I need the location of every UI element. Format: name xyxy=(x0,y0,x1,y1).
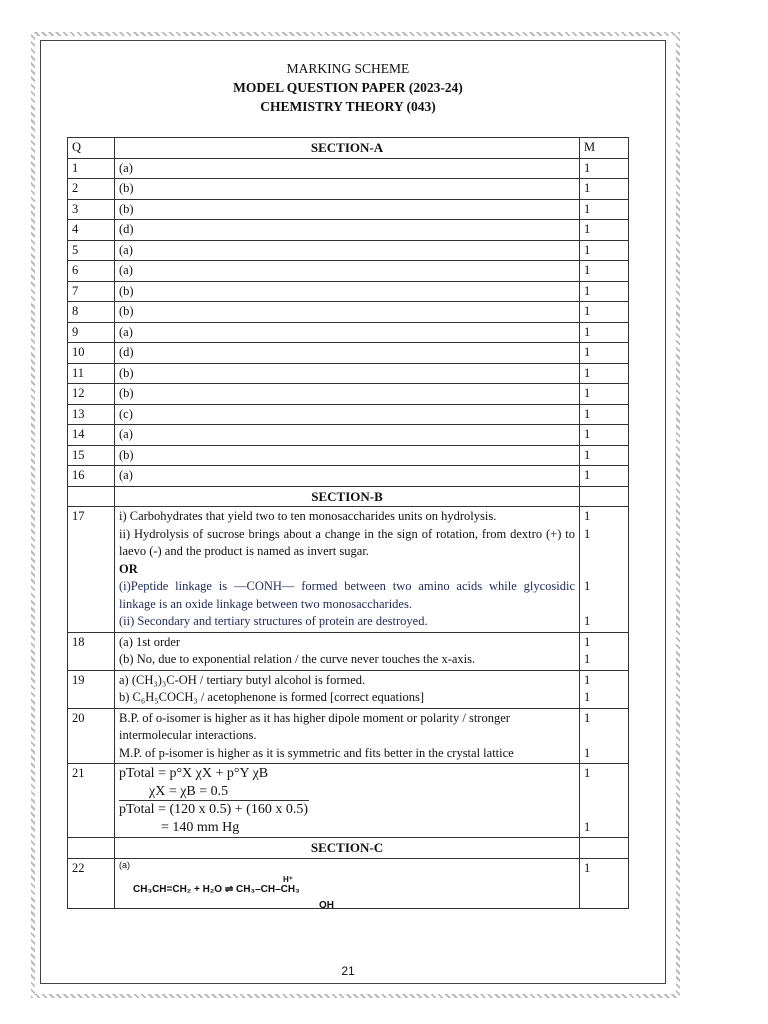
answer-cell: (c) xyxy=(115,404,580,425)
answer-line: M.P. of p-isomer is higher as it is symmetric and fits better in the crystal lattice xyxy=(119,745,514,760)
table-row xyxy=(68,322,629,343)
table-row xyxy=(68,363,629,384)
q-number: 13 xyxy=(68,404,115,425)
answer-cell: (b) xyxy=(115,384,580,405)
table-row xyxy=(68,466,629,487)
answer-cell xyxy=(115,708,580,764)
marks-cell xyxy=(580,764,629,838)
section-a-rows xyxy=(68,158,629,486)
q-number: 6 xyxy=(68,261,115,282)
table-row xyxy=(68,240,629,261)
marks-cell xyxy=(580,632,629,670)
section-a-heading: SECTION-A xyxy=(115,138,580,159)
mark: 1 xyxy=(584,766,591,780)
q-number: 1 xyxy=(68,158,115,179)
section-c-heading: SECTION-C xyxy=(115,838,580,859)
q-number: 11 xyxy=(68,363,115,384)
marks-cell: 1 xyxy=(580,425,629,446)
marking-table xyxy=(67,137,629,909)
table-row xyxy=(68,384,629,405)
q-number: 18 xyxy=(68,632,115,670)
mark: 1 xyxy=(584,710,591,725)
answer-line: (i)Peptide linkage is —CONH— formed between two amino acids while glycosidic linkage is an oxide linkage between two monosaccharides. xyxy=(119,579,575,611)
mark: 1 xyxy=(584,672,591,687)
answer-cell: (a) xyxy=(115,466,580,487)
formula-line: pTotal = p°X χX + p°Y χB xyxy=(119,766,269,781)
q-number: 20 xyxy=(68,708,115,764)
marks-cell: 1 xyxy=(580,466,629,487)
table-row xyxy=(68,404,629,425)
marks-cell: 1 xyxy=(580,404,629,425)
answer-line: B.P. of o-isomer is higher as it has higher dipole moment or polarity / stronger intermolecular interactions. xyxy=(119,710,510,742)
answer-cell: (b) xyxy=(115,445,580,466)
page-number: 21 xyxy=(341,964,355,978)
answer-cell: (b) xyxy=(115,179,580,200)
section-b-heading: SECTION-B xyxy=(115,486,580,507)
marks-cell: 1 xyxy=(580,158,629,179)
answer-cell: (a) xyxy=(115,240,580,261)
answer-cell: (a) xyxy=(115,322,580,343)
mark: 1 xyxy=(584,690,591,704)
answer-cell: (b) xyxy=(115,363,580,384)
marks-cell: 1 xyxy=(580,384,629,405)
marks-cell: 1 xyxy=(580,240,629,261)
oh-group: OH xyxy=(319,899,334,911)
table-row xyxy=(68,445,629,466)
marks-cell: 1 xyxy=(580,179,629,200)
mark: 1 xyxy=(584,860,591,875)
answer-cell xyxy=(115,632,580,670)
marks-cell: 1 xyxy=(580,302,629,323)
marks-cell: 1 xyxy=(580,445,629,466)
marks-cell: 1 xyxy=(580,363,629,384)
part-label: (a) xyxy=(119,859,130,870)
mark: 1 xyxy=(584,634,591,649)
table-row-18 xyxy=(68,632,629,670)
q-number: 7 xyxy=(68,281,115,302)
table-row xyxy=(68,281,629,302)
mark: 1 xyxy=(584,579,591,593)
header-subject: CHEMISTRY THEORY (043) xyxy=(260,99,436,114)
mark: 1 xyxy=(584,745,591,760)
marks-cell xyxy=(580,858,629,908)
q-number: 5 xyxy=(68,240,115,261)
q-number: 14 xyxy=(68,425,115,446)
answer-cell: (a) xyxy=(115,261,580,282)
mark: 1 xyxy=(584,652,591,666)
answer-line: (a) 1st order xyxy=(119,634,181,649)
marks-cell: 1 xyxy=(580,261,629,282)
table-row xyxy=(68,158,629,179)
q-number: 16 xyxy=(68,466,115,487)
table-row-19 xyxy=(68,670,629,708)
header-marking-scheme: MARKING SCHEME xyxy=(286,61,410,76)
table-row xyxy=(68,199,629,220)
formula-line: = 140 mm Hg xyxy=(161,819,240,835)
answer-line: (ii) Secondary and tertiary structures of protein are destroyed. xyxy=(119,614,428,628)
marks-cell xyxy=(580,670,629,708)
formula-line: pTotal = (120 x 0.5) + (160 x 0.5) xyxy=(119,802,309,817)
table-row-20 xyxy=(68,708,629,764)
answer-cell: (a) xyxy=(115,158,580,179)
q-number: 10 xyxy=(68,343,115,364)
marks-cell: 1 xyxy=(580,281,629,302)
table-row xyxy=(68,220,629,241)
q-number: 21 xyxy=(68,764,115,838)
table-row xyxy=(68,302,629,323)
answer-cell: (d) xyxy=(115,220,580,241)
answer-line: a) (CH₃)₃C-OH / tertiary butyl alcohol is formed. xyxy=(119,672,366,687)
table-row xyxy=(68,425,629,446)
answer-line: (b) No, due to exponential relation / the curve never touches the x-axis. xyxy=(119,652,476,666)
table-row xyxy=(68,261,629,282)
equation-text: CH₃CH=CH₂ + H₂O ⇌ CH₃–CH–CH₃ xyxy=(133,883,300,895)
table-row-17 xyxy=(68,507,629,633)
reaction-cell xyxy=(115,858,580,911)
q-number: 12 xyxy=(68,384,115,405)
q-number: 17 xyxy=(68,507,115,633)
table-row xyxy=(68,179,629,200)
answer-cell: (b) xyxy=(115,302,580,323)
formula-line: χX = χB = 0.5 xyxy=(149,783,229,799)
q-number: 3 xyxy=(68,199,115,220)
answer-cell: (d) xyxy=(115,343,580,364)
marks-cell xyxy=(580,507,629,633)
marks-cell: 1 xyxy=(580,343,629,364)
or-label: OR xyxy=(119,561,138,576)
mark: 1 xyxy=(584,526,591,541)
mark: 1 xyxy=(584,614,591,628)
q-number: 4 xyxy=(68,220,115,241)
table-row-21 xyxy=(68,764,629,838)
answer-cell xyxy=(115,507,580,633)
answer-line: ii) Hydrolysis of sucrose brings about a change in the sign of rotation, from dextro (+) to laevo (-) and the product is named as invert sugar. xyxy=(119,526,575,558)
answer-cell: (b) xyxy=(115,281,580,302)
q-number: 9 xyxy=(68,322,115,343)
q-number: 8 xyxy=(68,302,115,323)
marks-cell: 1 xyxy=(580,199,629,220)
section-b-row xyxy=(68,486,629,507)
table-row xyxy=(68,343,629,364)
mark: 1 xyxy=(584,509,591,523)
reaction-equation xyxy=(119,871,575,911)
answer-line: i) Carbohydrates that yield two to ten monosaccharides units on hydrolysis. xyxy=(119,509,497,523)
q-number: 15 xyxy=(68,445,115,466)
marks-cell: 1 xyxy=(580,322,629,343)
catalyst-label: H⁺ xyxy=(283,874,293,884)
section-c-row xyxy=(68,838,629,859)
answer-cell: (b) xyxy=(115,199,580,220)
q-number: 19 xyxy=(68,670,115,708)
col-q-header: Q xyxy=(68,138,115,159)
document-header xyxy=(0,59,696,116)
col-m-header: M xyxy=(580,138,629,159)
q-number: 22 xyxy=(68,858,115,908)
marks-cell xyxy=(580,708,629,764)
answer-cell xyxy=(115,670,580,708)
table-header-row xyxy=(68,138,629,159)
mark: 1 xyxy=(584,819,591,834)
table-row-22 xyxy=(68,858,629,908)
answer-cell: (a) xyxy=(115,425,580,446)
marks-cell: 1 xyxy=(580,220,629,241)
answer-line: b) C₆H₅COCH₃ / acetophenone is formed [correct equations] xyxy=(119,690,424,704)
header-paper-title: MODEL QUESTION PAPER (2023-24) xyxy=(233,80,463,95)
q-number: 2 xyxy=(68,179,115,200)
formula-cell xyxy=(115,764,580,838)
